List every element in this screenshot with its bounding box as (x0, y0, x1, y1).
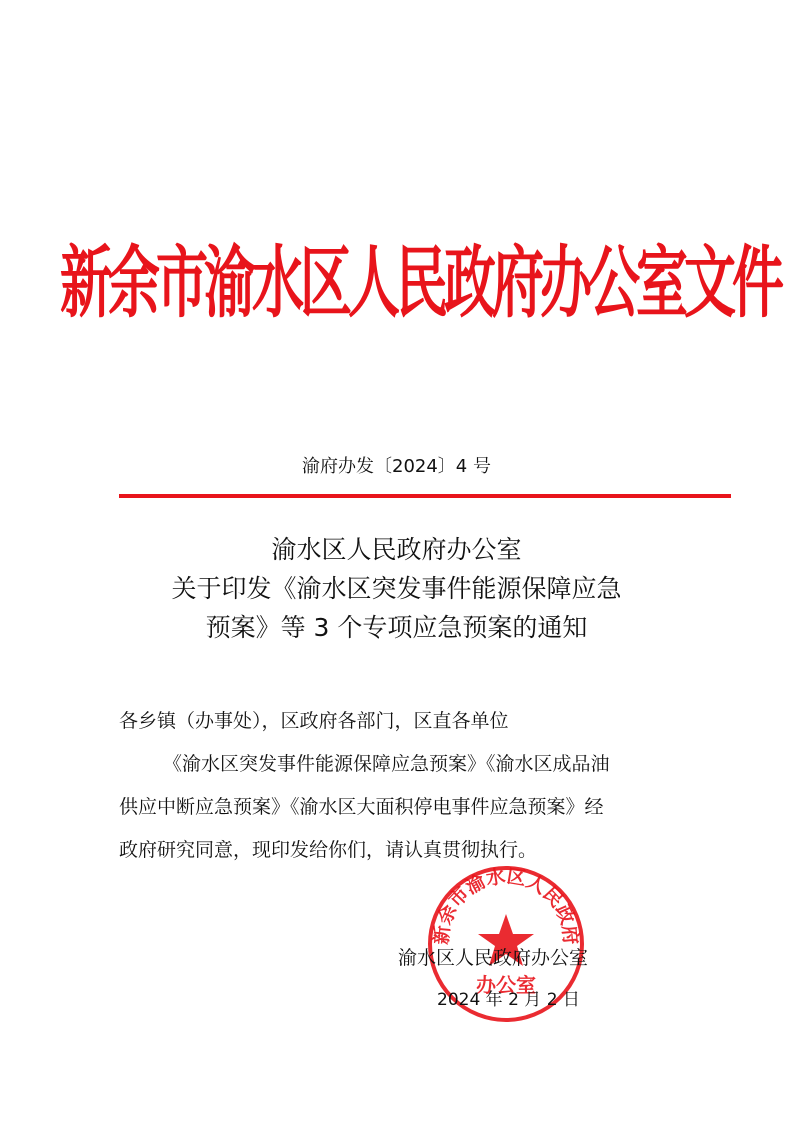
document-body (119, 700, 709, 872)
document-title (90, 530, 703, 647)
salutation: 各乡镇（办事处），区政府各部门，区直各单位 (119, 710, 509, 732)
body-line: 《渝水区突发事件能源保障应急预案》《渝水区成品油 (163, 753, 610, 775)
issue-date: 2024 年 2 月 2 日 (437, 990, 580, 1010)
body-line: 政府研究同意，现印发给你们，请认真贯彻执行。 (119, 839, 538, 861)
svg-text:新余市渝水区人民政府: 新余市渝水区人民政府 (430, 865, 582, 946)
title-line: 渝水区人民政府办公室 (271, 535, 522, 564)
red-divider-rule (119, 494, 731, 498)
document-number: 渝府办发〔2024〕4 号 (302, 456, 491, 477)
body-line: 供应中断应急预案》《渝水区大面积停电事件应急预案》经 (119, 796, 604, 818)
title-line: 关于印发《渝水区突发事件能源保障应急 (171, 574, 622, 603)
svg-text:办公室: 办公室 (476, 973, 536, 997)
title-line: 预案》等 3 个专项应急预案的通知 (205, 613, 588, 642)
document-masthead: 新余市渝水区人民政府办公室文件 (60, 237, 781, 329)
issuer-signature: 渝水区人民政府办公室 (398, 947, 589, 969)
